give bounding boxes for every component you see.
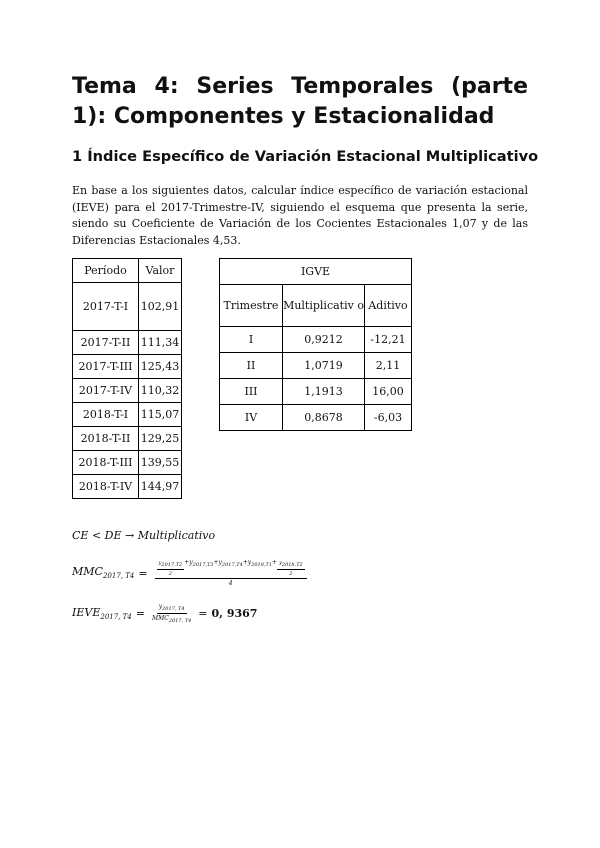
formula-scheme: CE < DE → Multiplicativo (72, 529, 216, 542)
column-header-multiplicativo: Multiplicativ o (283, 285, 365, 327)
cell-mult: 0,8678 (283, 405, 365, 431)
document-title: Tema 4: Series Temporales (parte 1): Componentes y Estacionalidad (72, 74, 528, 129)
cell-adit: -6,03 (365, 405, 412, 431)
equals-sign: = (138, 566, 148, 580)
table-row (73, 355, 182, 379)
cell-adit: 2,11 (365, 353, 412, 379)
cell-periodo: 2018-T-I (73, 403, 139, 427)
last-half-term: $\frac{y_{2018,T2}}{2}$ (279, 560, 303, 577)
table-title-row (220, 259, 412, 285)
ieve-numerator: $y_{2017, T4}$ (158, 603, 185, 613)
ieve-result: 0, 9367 (211, 607, 258, 621)
table-row (73, 427, 182, 451)
cell-valor: 139,55 (139, 451, 182, 475)
table-row (220, 379, 412, 405)
cell-trimestre: II (220, 353, 283, 379)
table-row (73, 331, 182, 355)
mmc-lhs: $MMC_{2017, T4}$ (72, 565, 135, 581)
cell-periodo: 2018-T-III (73, 451, 139, 475)
equals-sign: = (198, 607, 208, 621)
first-half-term: $\frac{y_{2017,T2}}{2}$ (158, 560, 183, 577)
column-header-trimestre: Trimestre (220, 285, 283, 327)
cell-periodo: 2017-T-III (73, 355, 139, 379)
cell-mult: 0,9212 (283, 327, 365, 353)
cell-valor: 110,32 (139, 379, 182, 403)
table-row (73, 475, 182, 499)
cell-mult: 1,0719 (283, 353, 365, 379)
cell-trimestre: I (220, 327, 283, 353)
ieve-lhs: $IEVE_{2017, T4}$ (72, 606, 132, 622)
cell-valor: 111,34 (139, 331, 182, 355)
cell-valor: 102,91 (139, 283, 182, 331)
section-heading: 1 Índice Específico de Variación Estacional Multiplicativo (72, 148, 539, 165)
table-row (73, 451, 182, 475)
table-row (220, 353, 412, 379)
column-header-valor: Valor (139, 259, 182, 283)
formula-ieve (72, 603, 257, 624)
table-row (73, 403, 182, 427)
table-header-row (220, 285, 412, 327)
table-header-row (73, 259, 182, 283)
cell-valor: 129,25 (139, 427, 182, 451)
mmc-numerator: $\frac{y_{2017,T2}}{2}$ $+y_{2017,T3}+y_{2017,T4}+y_{2018,T1}+$ $\frac{y_{2018,T2}}{2}$ (155, 559, 307, 579)
intro-paragraph: En base a los siguientes datos, calcular índice específico de variación estacional (IEVE) para el 2017-Trimestre-IV, siguiendo el esquema que presenta la serie, siendo su Coeficiente de Variación de los Cocientes Estacionales 1,07 y de las Diferencias Estacionales 4,53. (72, 184, 528, 247)
table-row (220, 327, 412, 353)
table-row (220, 405, 412, 431)
table-row (73, 283, 182, 331)
mmc-denominator: 4 (228, 580, 233, 587)
cell-valor: 125,43 (139, 355, 182, 379)
equals-sign: = (135, 607, 145, 621)
cell-valor: 115,07 (139, 403, 182, 427)
cell-trimestre: IV (220, 405, 283, 431)
cell-mult: 1,1913 (283, 379, 365, 405)
cell-trimestre: III (220, 379, 283, 405)
column-header-periodo: Período (73, 259, 139, 283)
igve-title: IGVE (220, 259, 412, 285)
cell-periodo: 2018-T-IV (73, 475, 139, 499)
cell-valor: 144,97 (139, 475, 182, 499)
cell-periodo: 2017-T-I (73, 283, 139, 331)
formula-mmc (72, 559, 310, 587)
cell-periodo: 2017-T-II (73, 331, 139, 355)
igve-table (219, 258, 412, 431)
cell-periodo: 2018-T-II (73, 427, 139, 451)
table-row (73, 379, 182, 403)
cell-adit: -12,21 (365, 327, 412, 353)
mmc-fraction (155, 559, 307, 587)
ieve-denominator: $MMC_{2017, T4}$ (151, 615, 192, 625)
cell-adit: 16,00 (365, 379, 412, 405)
column-header-aditivo: Aditivo (365, 285, 412, 327)
cell-periodo: 2017-T-IV (73, 379, 139, 403)
values-table (72, 258, 182, 499)
ieve-fraction (152, 603, 191, 624)
